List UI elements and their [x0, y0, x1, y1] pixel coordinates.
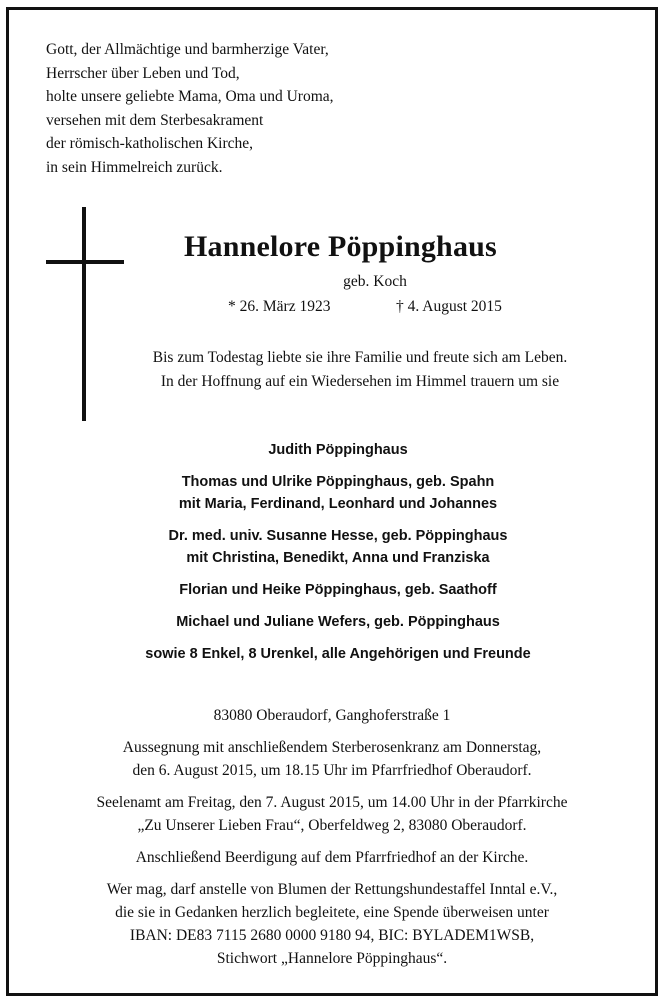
info-line: Stichwort „Hannelore Pöppinghaus“. [216, 950, 448, 967]
blessing-block [40, 736, 624, 782]
info-line: Aussegnung mit anschließendem Sterberosenkranz am Donnerstag, [122, 739, 542, 756]
mourner-group [88, 471, 588, 515]
mourner-group [88, 579, 588, 601]
mourner-group [88, 611, 588, 633]
mourner-line: Dr. med. univ. Susanne Hesse, geb. Pöppinghaus [168, 528, 508, 544]
death-date: † 4. August 2015 [396, 298, 502, 315]
info-line: IBAN: DE83 7115 2680 0000 9180 94, BIC: BYLADEM1WSB, [129, 927, 535, 944]
requiem-block [40, 791, 624, 837]
maiden-name: geb. Koch [343, 273, 407, 290]
verse-text [120, 346, 600, 394]
burial-block [40, 846, 624, 869]
info-line: Seelenamt am Freitag, den 7. August 2015, um 14.00 Uhr in der Pfarrkirche [96, 794, 568, 811]
verse-line: In der Hoffnung auf ein Wiedersehen im Himmel trauern um sie [160, 373, 560, 390]
mourner-group [88, 439, 588, 461]
info-line: „Zu Unserer Lieben Frau“, Oberfeldweg 2, 83080 Oberaudorf. [137, 817, 527, 834]
intro-line: Gott, der Allmächtige und barmherzige Vater, [46, 41, 329, 58]
donation-block [40, 878, 624, 970]
funeral-info [40, 704, 624, 979]
intro-text [46, 38, 334, 180]
mourner-group [88, 643, 588, 665]
mourner-line: Florian und Heike Pöppinghaus, geb. Saathoff [179, 582, 497, 598]
intro-line: der römisch-katholischen Kirche, [46, 135, 254, 153]
mourners-list [88, 439, 588, 675]
intro-line: in sein Himmelreich zurück. [46, 158, 223, 176]
intro-line: Herrscher über Leben und Tod, [46, 64, 240, 82]
cross-icon [82, 207, 86, 421]
cross-icon-bar [46, 260, 124, 264]
info-line: 83080 Oberaudorf, Ganghoferstraße 1 [213, 707, 451, 724]
mourner-line: sowie 8 Enkel, 8 Urenkel, alle Angehörigen und Freunde [145, 646, 531, 662]
verse-line: Bis zum Todestag liebte sie ihre Familie und freute sich am Leben. [152, 349, 568, 366]
intro-line: versehen mit dem Sterbesakrament [46, 111, 264, 129]
info-line: Wer mag, darf anstelle von Blumen der Rettungshundestaffel Inntal e.V., [106, 881, 558, 898]
birth-date: * 26. März 1923 [228, 298, 331, 315]
mourner-line: Judith Pöppinghaus [268, 442, 408, 458]
address-block [40, 704, 624, 727]
mourner-line: Thomas und Ulrike Pöppinghaus, geb. Spahn [181, 474, 495, 490]
mourner-line: mit Maria, Ferdinand, Leonhard und Johannes [178, 496, 498, 512]
mourner-line: Michael und Juliane Wefers, geb. Pöppinghaus [176, 614, 500, 630]
mourner-line: mit Christina, Benedikt, Anna und Franziska [186, 550, 490, 566]
deceased-name: Hannelore Pöppinghaus [184, 230, 497, 263]
info-line: den 6. August 2015, um 18.15 Uhr im Pfarrfriedhof Oberaudorf. [132, 762, 532, 779]
info-line: Anschließend Beerdigung auf dem Pfarrfriedhof an der Kirche. [135, 849, 529, 866]
info-line: die sie in Gedanken herzlich begleitete, eine Spende überweisen unter [115, 904, 549, 921]
intro-line: holte unsere geliebte Mama, Oma und Uroma, [46, 88, 334, 106]
mourner-group [88, 525, 588, 569]
